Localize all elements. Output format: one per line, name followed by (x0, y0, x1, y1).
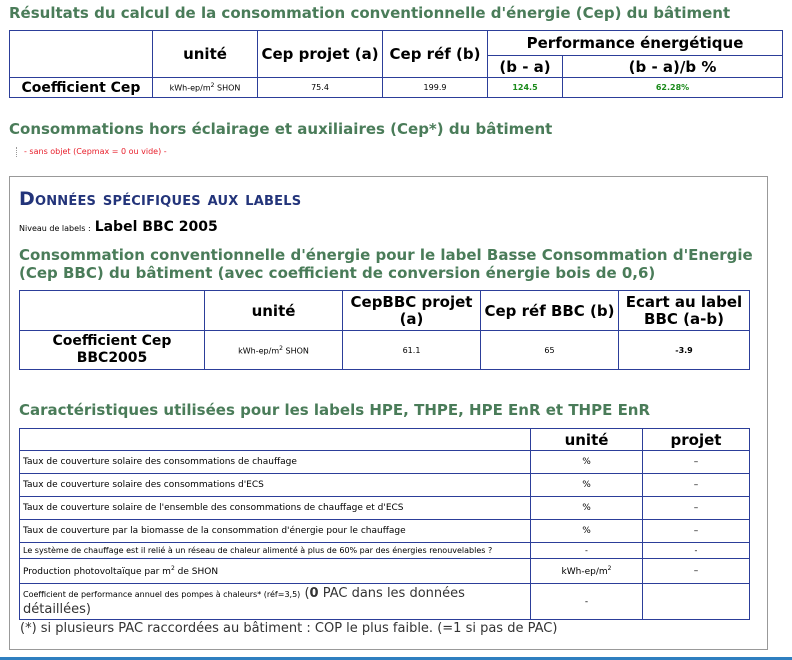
cep-star-title: Consommations hors éclairage et auxiliaires (Cep*) du bâtiment (9, 120, 553, 138)
cep-row-unit: kWh-$ep/m^2$ SHON (153, 78, 258, 98)
label-level-value: Label BBC 2005 (94, 219, 218, 235)
cep-projet-value: 75.4 (258, 78, 383, 98)
pac-row-projet (643, 584, 750, 620)
pac-footnote: (*) si plusieurs PAC raccordées au bâtiment : COP le plus faible. (=1 si pas de PAC) (20, 621, 558, 636)
ratio-value: 62.28% (563, 78, 783, 98)
not-applicable-note: - sans objet (Cepmax = 0 ou vide) - (16, 147, 167, 157)
results-title: Résultats du calcul de la consommation conventionnelle d'énergie (Cep) du bâtiment (9, 4, 731, 22)
bbc-row-unit: kWh-$ep/m^2$ SHON (205, 331, 343, 370)
hpe-row-projet: - (643, 543, 750, 559)
hpe-row-label: Taux de couverture solaire des consommations d'ECS (20, 474, 531, 497)
cep-ref-header: Cep réf (b) (383, 31, 488, 78)
hpe-row-unit: - (531, 543, 643, 559)
hpe-row-label: Taux de couverture solaire des consommations de chauffage (20, 451, 531, 474)
ecart-header: Ecart au label BBC (a-b) (619, 291, 750, 331)
cep-bbc-projet-value: 61.1 (343, 331, 481, 370)
cep-projet-header: Cep projet (a) (258, 31, 383, 78)
cep-bbc-projet-header: CepBBC projet (a) (343, 291, 481, 331)
hpe-row-unit: % (531, 497, 643, 520)
pv-row-unit: kWh-$ep/m^2$ (531, 559, 643, 584)
hpe-row-projet: – (643, 451, 750, 474)
label-level-caption: Niveau de labels : (19, 224, 91, 233)
cep-row-label: Coefficient Cep (10, 78, 153, 98)
bbc-unit-header: unité (205, 291, 343, 331)
bbc-row-label: Coefficient Cep BBC2005 (20, 331, 205, 370)
bbc-empty-header (20, 291, 205, 331)
ratio-header: (b - a)/b % (563, 56, 783, 78)
hpe-row-unit: % (531, 474, 643, 497)
hpe-row-label: Le système de chauffage est il relié à un réseau de chaleur alimenté à plus de 60% par des énergies renouvelables ? (20, 543, 531, 559)
hpe-row-projet: – (643, 520, 750, 543)
cep-ref-bbc-header: Cep réf BBC (b) (481, 291, 619, 331)
hpe-projet-header: projet (643, 429, 750, 451)
hpe-row-label: Taux de couverture par la biomasse de la consommation d'énergie pour le chauffage (20, 520, 531, 543)
performance-header: Performance énergétique (488, 31, 783, 56)
hpe-row-label: Taux de couverture solaire de l'ensemble des consommations de chauffage et d'ECS (20, 497, 531, 520)
hpe-empty-header (20, 429, 531, 451)
bbc-table (19, 290, 750, 370)
hpe-row-projet: – (643, 497, 750, 520)
labels-title: Données spécifiques aux labels (19, 188, 302, 210)
ecart-value: -3.9 (619, 331, 750, 370)
pac-row-label: Coefficient de performance annuel des pompes à chaleurs* (réf=3,5) (0 PAC dans les données détaillées) (20, 584, 531, 620)
hpe-table (19, 428, 750, 620)
hpe-row-unit: % (531, 451, 643, 474)
cep-ref-bbc-value: 65 (481, 331, 619, 370)
cep-ref-value: 199.9 (383, 78, 488, 98)
hpe-row-unit: % (531, 520, 643, 543)
hpe-unit-header: unité (531, 429, 643, 451)
diff-value: 124.5 (488, 78, 563, 98)
label-level (19, 219, 218, 235)
pv-row-projet: – (643, 559, 750, 584)
pv-row-label: Production photovoltaïque par $m^2$ de SHON (20, 559, 531, 584)
hpe-title: Caractéristiques utilisées pour les labels HPE, THPE, HPE EnR et THPE EnR (19, 401, 651, 419)
cep-results-table (9, 30, 783, 98)
diff-header: (b - a) (488, 56, 563, 78)
pac-row-unit: - (531, 584, 643, 620)
unit-header: unité (153, 31, 258, 78)
bbc-title: Consommation conventionnelle d'énergie pour le label Basse Consommation d'Energie (Cep BBC) du bâtiment (avec coefficient de conversion énergie bois de 0,6) (19, 246, 753, 282)
hpe-row-projet: – (643, 474, 750, 497)
empty-header-cell (10, 31, 153, 78)
